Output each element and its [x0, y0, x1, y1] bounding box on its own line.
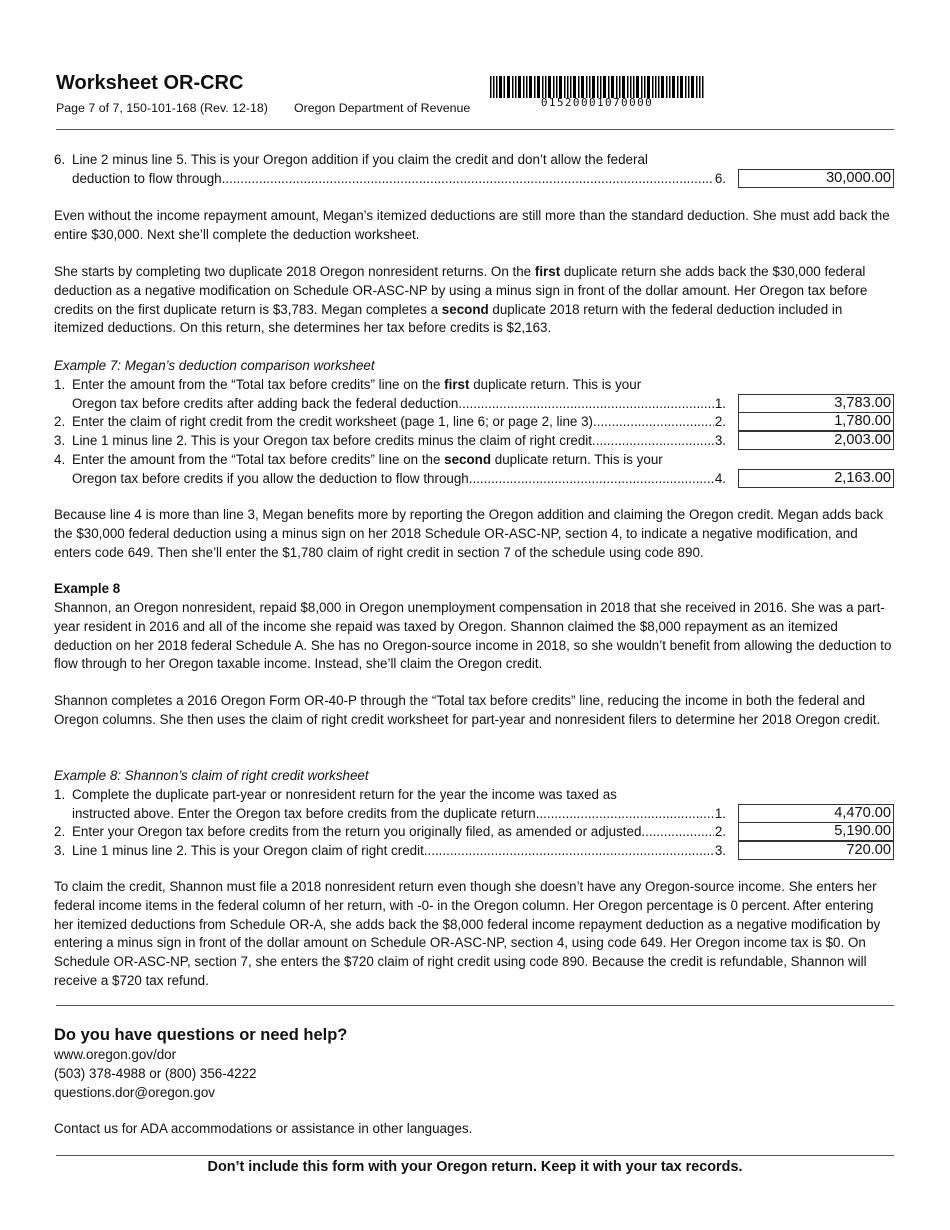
ada-note: Contact us for ADA accommodations or assistance in other languages. [54, 1121, 473, 1136]
line-number: 3. [54, 433, 66, 449]
line-text: Line 2 minus line 5. This is your Oregon addition if you claim the credit and don’t allow the federal [72, 152, 648, 167]
barcode-icon [490, 76, 704, 98]
worksheet-caption: Example 7: Megan’s deduction comparison worksheet [54, 358, 375, 373]
line-text: Oregon tax before credits after adding back the federal deduction [72, 395, 459, 411]
form-title: Worksheet OR-CRC [56, 72, 244, 94]
example-7-line-2-amount-box[interactable]: 1,780.00 [738, 412, 894, 431]
line-number: 3. [54, 843, 66, 859]
example-8-worksheet [54, 767, 894, 861]
paragraph: Because line 4 is more than line 3, Megan benefits more by reporting the Oregon addition and claiming the Oregon credit. Megan adds back the $30,000 federal deduction using a minus sign on her 2018 Schedule OR-ASC-NP, section 4, to indicate a negative modification, and enters code 649. Then she’ll enter the $1,780 claim of right credit in section 7 of the schedule using code 890. [54, 507, 884, 560]
line-text: Line 1 minus line 2. This is your Oregon claim of right credit [72, 843, 424, 859]
line-ref: 2. [714, 414, 726, 430]
line-ref: 3. [714, 433, 726, 449]
example-8-line-2-amount-box[interactable]: 5,190.00 [738, 822, 894, 841]
line-text: Complete the duplicate part-year or nonresident return for the year the income was taxed as [72, 786, 617, 802]
line-number: 1. [54, 786, 66, 802]
line-text: Enter the claim of right credit from the credit worksheet (page 1, line 6; or page 2, line 3) [72, 414, 594, 430]
line-text: Oregon tax before credits if you allow the deduction to flow through [72, 470, 469, 486]
line-text: Enter your Oregon tax before credits from the return you originally filed, as amended or adjusted [72, 824, 642, 840]
line-ref: 3. [714, 843, 726, 859]
paragraph: Shannon, an Oregon nonresident, repaid $8,000 in Oregon unemployment compensation in 2018 that she received in 2016. She was a part-year resident in 2016 and all of the income she repaid was taxed by Oregon. Shannon claimed the $8,000 repayment as an itemized deduction on her 2018 federal Schedule A. She has no Oregon-source income in 2018, so she wouldn’t benefit from allowing the deduction to flow through to her Oregon taxable income. Instead, she’ll claim the Oregon credit. [54, 600, 892, 672]
line-number: 2. [54, 414, 66, 430]
help-email-link[interactable]: questions.dor@oregon.gov [54, 1084, 215, 1100]
example-7-line-1-amount-box[interactable]: 3,783.00 [738, 394, 894, 413]
paragraph: Even without the income repayment amount, Megan’s itemized deductions are still more than the standard deduction. She must add back the entire $30,000. Next she’ll complete the deduction worksheet. [54, 208, 890, 242]
line-text: Enter the amount from the “Total tax before credits” line on the first duplicate return. This is your [72, 376, 642, 392]
line-text: deduction to flow through [72, 170, 222, 186]
line-text: Enter the amount from the “Total tax before credits” line on the second duplicate return. This is your [72, 451, 663, 467]
help-section [54, 1024, 894, 1102]
line-6-block [54, 151, 894, 189]
paragraph: Shannon completes a 2016 Oregon Form OR-40-P through the “Total tax before credits” line, reducing the income in both the federal and Oregon columns. She then uses the claim of right credit worksheet for part-year and nonresident filers to determine her 2018 Oregon credit. [54, 693, 881, 727]
footer-note: Don’t include this form with your Oregon return. Keep it with your tax records. [207, 1159, 743, 1175]
line-ref: 1. [714, 395, 726, 411]
form-header [56, 70, 894, 130]
divider [56, 1155, 894, 1156]
example-7-line-4-amount-box[interactable]: 2,163.00 [738, 469, 894, 488]
line-6-amount-box[interactable]: 30,000.00 [738, 169, 894, 188]
line-ref: 4. [714, 470, 726, 486]
paragraph: She starts by completing two duplicate 2018 Oregon nonresident returns. On the first duplicate return she adds back the $30,000 federal deduction as a negative modification on Schedule OR-ASC-NP by using a minus sign in front of the dollar amount. Her Oregon tax before credits on the first duplicate return is $3,783. Megan completes a second duplicate 2018 return with the federal deduction included in itemized deductions. On this return, she determines her tax before credits is $2,163. [54, 264, 868, 336]
line-number: 4. [54, 451, 66, 467]
line-number: 6. [54, 152, 66, 167]
line-text: Line 1 minus line 2. This is your Oregon tax before credits minus the claim of right credit [72, 433, 592, 449]
divider [56, 1005, 894, 1006]
line-ref: 1. [714, 805, 726, 821]
line-ref: 6. [714, 170, 726, 186]
barcode-number: 01520001070000 [540, 96, 654, 109]
line-number: 2. [54, 824, 66, 840]
form-subtitle [56, 99, 470, 118]
help-title: Do you have questions or need help? [54, 1026, 348, 1044]
line-number: 1. [54, 376, 66, 392]
line-text: instructed above. Enter the Oregon tax before credits from the duplicate return [72, 805, 536, 821]
paragraph: To claim the credit, Shannon must file a 2018 nonresident return even though she doesn’t have any Oregon-source income. She enters her federal income items in the federal column of her return, with -0- in the Oregon column. Her Oregon percentage is 0 percent. After entering her itemized deductions from Schedule OR-A, she adds back the $8,000 federal income repayment deduction as a negative modification by entering a minus sign in front of the dollar amount on Schedule OR-ASC-NP, section 4, using code 649. Her Oregon income tax is $0. On Schedule OR-ASC-NP, section 7, she enters the $720 claim of right credit using code 890. Because the credit is refundable, Shannon will receive a $720 tax refund. [54, 879, 881, 988]
example-8-heading: Example 8 [54, 581, 121, 596]
example-7-line-3-amount-box[interactable]: 2,003.00 [738, 431, 894, 450]
worksheet-caption: Example 8: Shannon’s claim of right credit worksheet [54, 768, 369, 783]
help-website-link[interactable]: www.oregon.gov/dor [54, 1047, 177, 1062]
example-8-line-1-amount-box[interactable]: 4,470.00 [738, 804, 894, 823]
line-ref: 2. [714, 824, 726, 840]
department-name: Oregon Department of Revenue [293, 101, 471, 115]
example-8-line-3-amount-box[interactable]: 720.00 [738, 841, 894, 860]
help-phone: (503) 378-4988 or (800) 356-4222 [54, 1065, 257, 1081]
example-7-worksheet [54, 357, 894, 489]
page-info: Page 7 of 7, 150-101-168 (Rev. 12-18) [56, 101, 268, 115]
